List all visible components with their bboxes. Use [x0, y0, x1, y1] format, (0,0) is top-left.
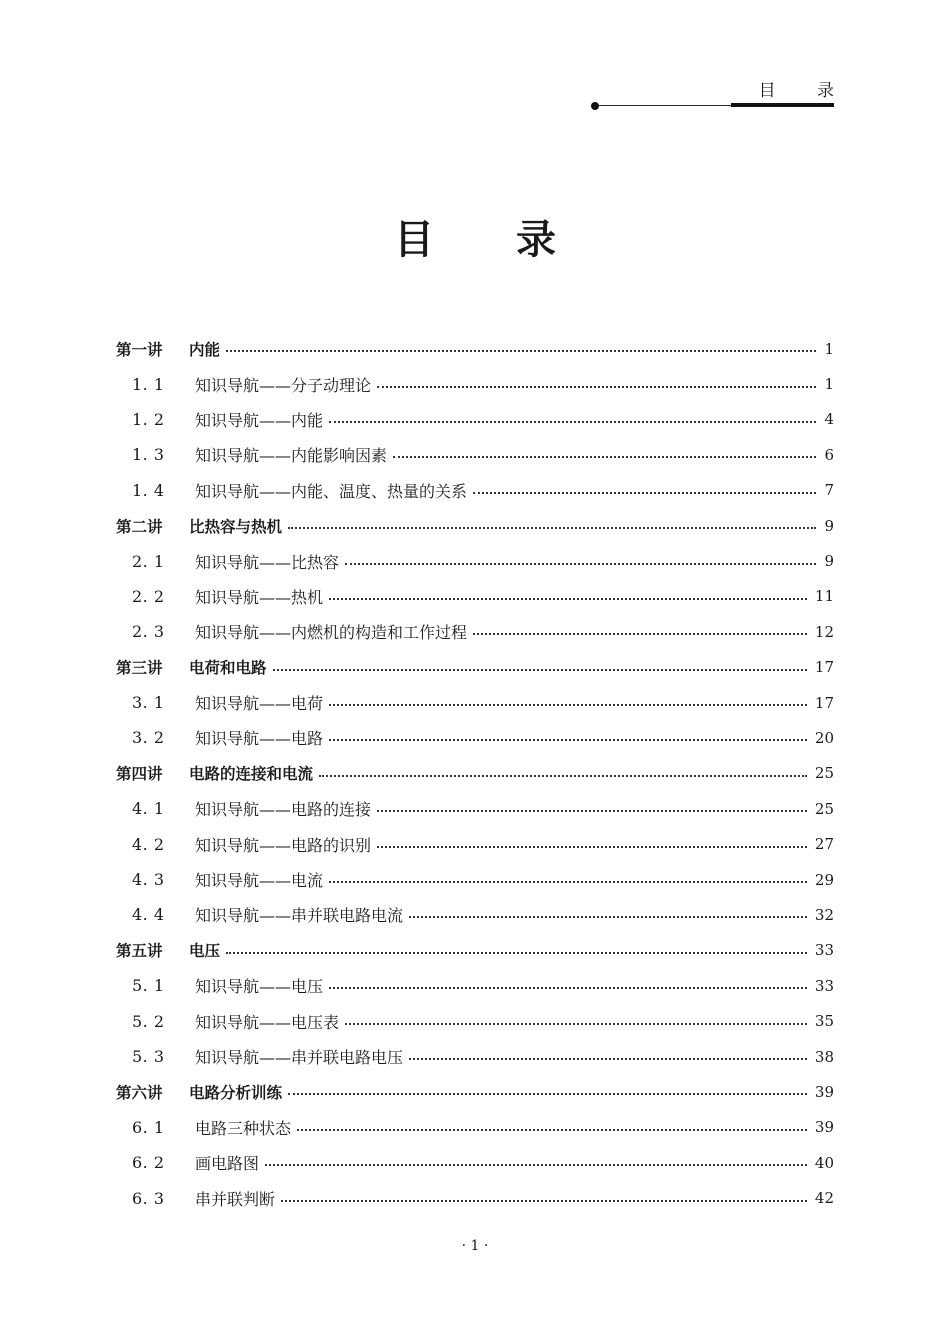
toc-entry-page: 33 [814, 941, 834, 960]
toc-entry-page: 25 [814, 764, 834, 783]
toc-section-entry[interactable] [116, 437, 834, 472]
toc-entry-title: 知识导航——电路 [195, 729, 324, 749]
toc-entry-number: 6. 1 [132, 1117, 165, 1137]
toc-entry-number: 5. 1 [132, 976, 165, 996]
toc-dot-leader [273, 668, 807, 671]
toc-entry-title: 电路分析训练 [189, 1083, 283, 1102]
toc-entry-title: 知识导航——内燃机的构造和工作过程 [195, 623, 468, 643]
toc-dot-leader [329, 738, 807, 741]
toc-entry-page: 42 [814, 1189, 834, 1208]
toc-chapter-entry[interactable] [116, 1074, 834, 1109]
toc-dot-leader [226, 951, 807, 954]
toc-dot-leader [473, 491, 816, 494]
toc-entry-title: 内能 [189, 340, 221, 359]
toc-section-entry[interactable] [116, 614, 834, 649]
toc-entry-title: 知识导航——电压表 [195, 1012, 340, 1032]
toc-section-entry[interactable] [116, 685, 834, 720]
toc-entry-number: 2. 1 [132, 551, 165, 571]
toc-dot-leader [393, 455, 816, 458]
toc-entry-number: 1. 4 [132, 480, 165, 500]
toc-entry-page: 17 [814, 658, 834, 677]
toc-entry-title: 知识导航——电压 [195, 977, 324, 997]
toc-entry-number: 第五讲 [116, 942, 163, 961]
page-title-char-1: 目 [394, 217, 434, 263]
toc-entry-number: 3. 2 [132, 728, 165, 748]
toc-entry-page: 4 [824, 410, 834, 429]
toc-section-entry[interactable] [116, 1110, 834, 1145]
toc-entry-title: 知识导航——电荷 [195, 694, 324, 714]
toc-entry-number: 1. 1 [132, 374, 165, 394]
toc-entry-page: 38 [814, 1047, 834, 1066]
toc-dot-leader [409, 1057, 807, 1060]
toc-chapter-entry[interactable] [116, 331, 834, 366]
toc-entry-number: 第三讲 [116, 659, 163, 678]
toc-entry-title: 知识导航——内能影响因素 [195, 446, 388, 466]
toc-dot-leader [345, 562, 816, 565]
toc-entry-title: 知识导航——比热容 [195, 552, 340, 572]
toc-entry-title: 知识导航——电路的连接 [195, 800, 372, 820]
toc-entry-page: 32 [814, 905, 834, 924]
toc-entry-page: 11 [814, 587, 834, 606]
toc-dot-leader [409, 915, 807, 918]
toc-entry-number: 3. 1 [132, 693, 165, 713]
toc-entry-number: 第一讲 [116, 340, 163, 359]
toc-entry-page: 25 [814, 799, 834, 818]
toc-section-entry[interactable] [116, 473, 834, 508]
toc-dot-leader [473, 632, 807, 635]
toc-dot-leader [329, 703, 807, 706]
toc-entry-title: 电路的连接和电流 [189, 765, 314, 784]
toc-entry-title: 知识导航——热机 [195, 587, 324, 607]
toc-section-entry[interactable] [116, 968, 834, 1003]
toc-entry-page: 6 [824, 445, 834, 464]
page-title [0, 208, 950, 265]
toc-dot-leader [297, 1128, 807, 1131]
toc-entry-title: 知识导航——内能 [195, 410, 324, 430]
table-of-contents [116, 331, 834, 1216]
toc-dot-leader [265, 1163, 807, 1166]
toc-dot-leader [377, 845, 807, 848]
toc-entry-page: 35 [814, 1012, 834, 1031]
toc-entry-number: 第二讲 [116, 517, 163, 536]
toc-entry-number: 4. 4 [132, 905, 165, 925]
toc-entry-page: 39 [814, 1082, 834, 1101]
toc-section-entry[interactable] [116, 1003, 834, 1038]
toc-dot-leader [345, 1022, 807, 1025]
toc-entry-number: 第六讲 [116, 1083, 163, 1102]
toc-entry-page: 40 [814, 1153, 834, 1172]
toc-entry-page: 1 [824, 375, 834, 394]
toc-entry-title: 比热容与热机 [189, 517, 283, 536]
toc-dot-leader [288, 526, 816, 529]
toc-entry-number: 6. 3 [132, 1188, 165, 1208]
toc-dot-leader [377, 385, 816, 388]
toc-entry-title: 电压 [189, 942, 221, 961]
toc-entry-page: 12 [814, 622, 834, 641]
toc-entry-page: 1 [824, 339, 834, 358]
toc-entry-number: 1. 2 [132, 409, 165, 429]
toc-chapter-entry[interactable] [116, 508, 834, 543]
toc-entry-title: 知识导航——内能、温度、热量的关系 [195, 481, 468, 501]
toc-entry-title: 知识导航——串并联电路电压 [195, 1048, 404, 1067]
toc-section-entry[interactable] [116, 543, 834, 578]
toc-entry-page: 9 [824, 552, 834, 571]
toc-entry-page: 39 [814, 1118, 834, 1137]
page-number: · 1 · [461, 1238, 489, 1254]
page-title-char-2: 录 [516, 217, 556, 263]
toc-entry-title: 电路三种状态 [195, 1118, 292, 1138]
toc-section-entry[interactable] [116, 720, 834, 755]
toc-entry-page: 29 [814, 870, 834, 889]
toc-entry-number: 6. 2 [132, 1153, 165, 1173]
toc-dot-leader [288, 1092, 807, 1095]
toc-dot-leader [319, 774, 807, 777]
toc-dot-leader [329, 597, 807, 600]
header-rule-dot [591, 102, 599, 110]
toc-entry-title: 知识导航——串并联电路电流 [195, 906, 404, 926]
toc-chapter-entry[interactable] [116, 756, 834, 791]
toc-entry-page: 7 [824, 481, 834, 500]
toc-entry-number: 4. 3 [132, 870, 165, 890]
toc-entry-page: 20 [814, 728, 834, 747]
toc-dot-leader [329, 420, 816, 423]
toc-entry-title: 画电路图 [195, 1154, 260, 1174]
toc-entry-title: 知识导航——电流 [195, 871, 324, 891]
toc-entry-title: 串并联判断 [195, 1189, 276, 1209]
toc-section-entry[interactable] [116, 791, 834, 826]
toc-dot-leader [377, 809, 807, 812]
toc-section-entry[interactable] [116, 366, 834, 401]
toc-dot-leader [329, 880, 807, 883]
toc-chapter-entry[interactable] [116, 933, 834, 968]
toc-dot-leader [226, 349, 816, 352]
toc-entry-title: 知识导航——电路的识别 [195, 835, 372, 855]
toc-section-entry[interactable] [116, 897, 834, 932]
toc-entry-number: 5. 3 [132, 1047, 165, 1066]
toc-entry-number: 第四讲 [116, 765, 163, 784]
toc-entry-number: 4. 1 [132, 799, 165, 819]
header-rule-thin [596, 105, 736, 106]
toc-section-entry[interactable] [116, 402, 834, 437]
header-rule-thick [731, 103, 834, 107]
toc-dot-leader [329, 986, 807, 989]
toc-section-entry[interactable] [116, 862, 834, 897]
toc-dot-leader [281, 1199, 807, 1202]
toc-section-entry[interactable] [116, 1145, 834, 1180]
toc-entry-number: 2. 3 [132, 622, 165, 642]
toc-entry-page: 33 [814, 976, 834, 995]
toc-section-entry[interactable] [116, 579, 834, 614]
toc-chapter-entry[interactable] [116, 650, 834, 685]
toc-entry-page: 9 [824, 516, 834, 535]
toc-entry-number: 4. 2 [132, 834, 165, 854]
running-header-title: 目 录 [758, 81, 852, 101]
toc-entry-number: 5. 2 [132, 1011, 165, 1031]
toc-entry-number: 2. 2 [132, 586, 165, 606]
toc-entry-page: 17 [814, 693, 834, 712]
toc-entry-title: 知识导航——分子动理论 [195, 375, 372, 395]
toc-entry-number: 1. 3 [132, 445, 165, 465]
toc-section-entry[interactable] [116, 1180, 834, 1215]
toc-entry-page: 27 [814, 835, 834, 854]
toc-section-entry[interactable] [116, 826, 834, 861]
toc-entry-title: 电荷和电路 [189, 659, 267, 678]
toc-section-entry[interactable] [116, 1039, 834, 1074]
